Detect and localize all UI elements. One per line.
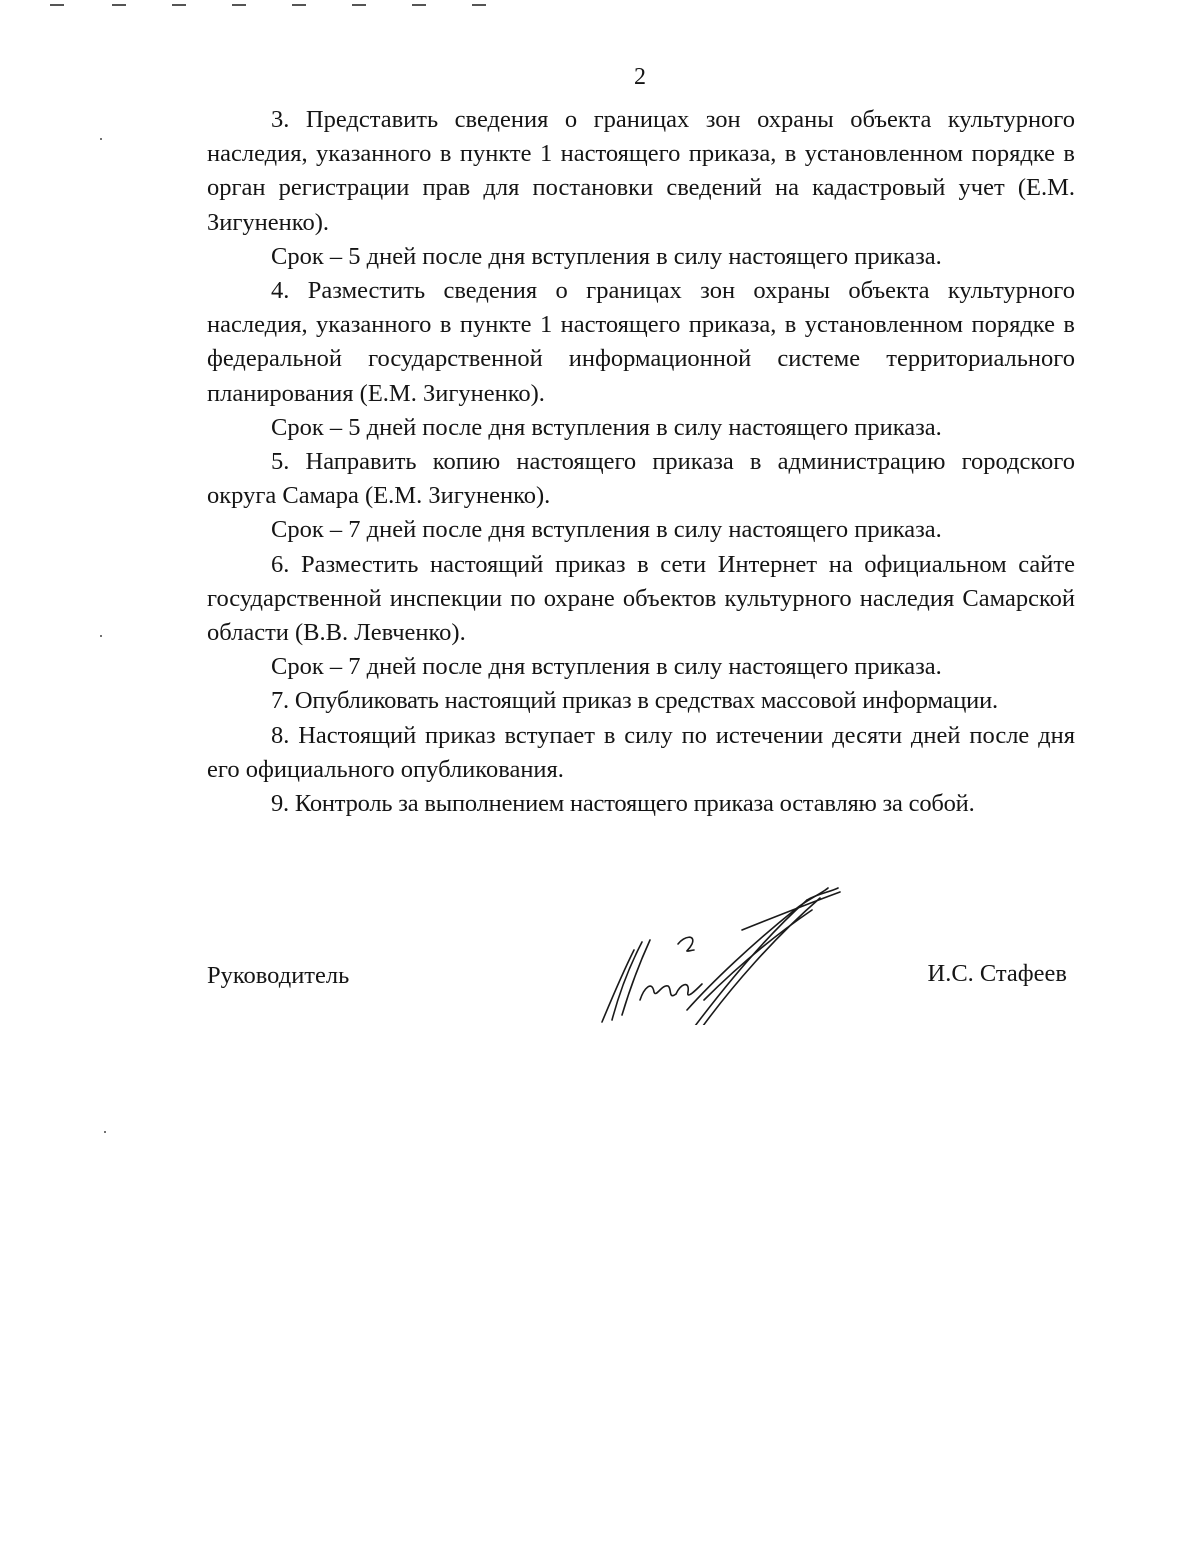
margin-mark [104, 1131, 106, 1133]
paragraph-item-5: 5. Направить копию настоящего приказа в администрацию городского округа Самара (Е.М. Зигуненко). [207, 448, 1075, 510]
deadline-item-4: Срок – 5 дней после дня вступления в силу настоящего приказа. [271, 413, 942, 441]
paragraph-item-9: 9. Контроль за выполнением настоящего приказа оставляю за собой. [271, 790, 975, 818]
paragraph-item-6: 6. Разместить настоящий приказ в сети Интернет на официальном сайте государственной инспекции по охране объектов культурного наследия Самарской области (В.В. Левченко). [207, 550, 1075, 647]
deadline-item-6: Срок – 7 дней после дня вступления в силу настоящего приказа. [271, 653, 942, 681]
deadline-item-5: Срок – 7 дней после дня вступления в силу настоящего приказа. [271, 516, 942, 544]
page-number: 2 [634, 64, 646, 90]
scan-edge-marks [50, 0, 510, 10]
document-body [207, 103, 1075, 821]
paragraph-item-8: 8. Настоящий приказ вступает в силу по истечении десяти дней после дня его официального опубликования. [207, 721, 1075, 783]
handwritten-signature-icon [592, 880, 842, 1025]
margin-mark [100, 635, 102, 637]
signatory-name: И.С. Стафеев [927, 960, 1067, 987]
paragraph-item-3: 3. Представить сведения о границах зон охраны объекта культурного наследия, указанного в пункте 1 настоящего приказа, в установленном порядке в орган регистрации прав для постановки сведений на кадастровый учет (Е.М. Зигуненко). [207, 106, 1075, 236]
deadline-item-3: Срок – 5 дней после дня вступления в силу настоящего приказа. [271, 242, 942, 270]
signatory-role: Руководитель [207, 962, 350, 989]
margin-mark [100, 138, 102, 140]
signature-block [207, 880, 1067, 1030]
paragraph-item-7: 7. Опубликовать настоящий приказ в средствах массовой информации. [271, 687, 998, 715]
paragraph-item-4: 4. Разместить сведения о границах зон охраны объекта культурного наследия, указанного в пункте 1 настоящего приказа, в установленном порядке в федеральной государственной информационной системе территориального планирования (Е.М. Зигуненко). [207, 277, 1075, 407]
